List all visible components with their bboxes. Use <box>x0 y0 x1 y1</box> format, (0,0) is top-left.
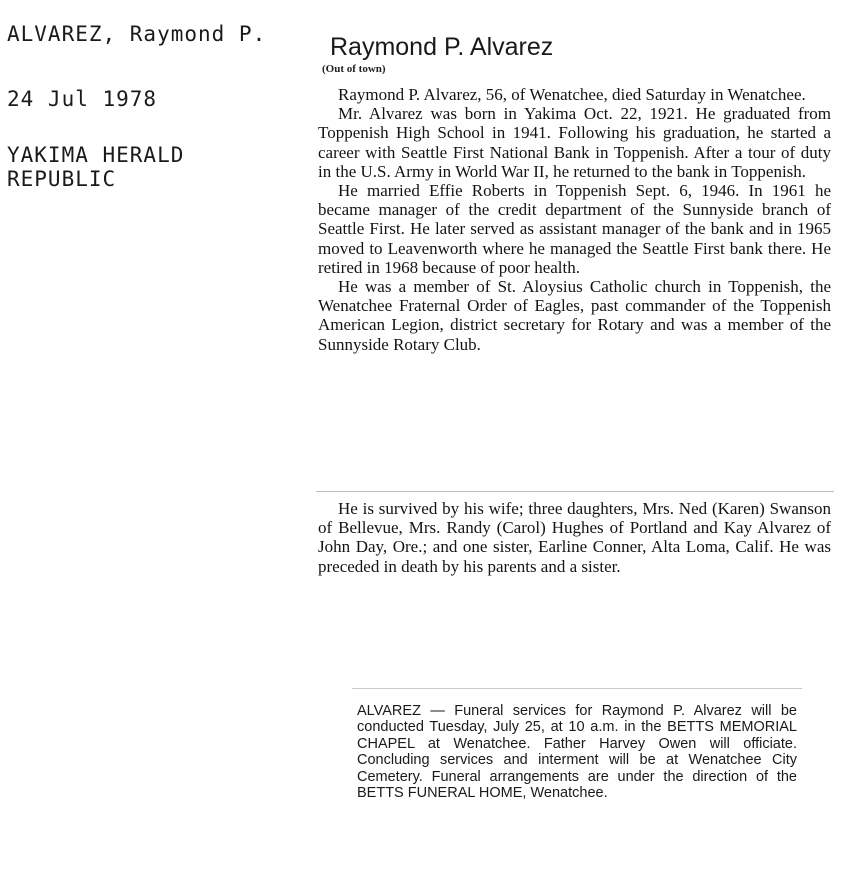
obituary-headline: Raymond P. Alvarez <box>330 33 554 61</box>
obituary-paragraph: Mr. Alvarez was born in Yakima Oct. 22, 1921. He graduated from Toppenish High School in 1941. Following his graduation, he started a career with Seattle First National Bank in Toppenish. After a tour of duty in the U.S. Army in World War II, he returned to the bank in Toppenish. <box>318 104 831 181</box>
typed-date-label: 24 Jul 1978 <box>7 87 158 111</box>
obituary-subhead: (Out of town) <box>322 63 386 75</box>
obituary-paragraph: Raymond P. Alvarez, 56, of Wenatchee, died Saturday in Wenatchee. <box>338 85 806 104</box>
obituary-paragraph: He married Effie Roberts in Toppenish Sept. 6, 1946. In 1961 he became manager of the credit department of the Sunnyside branch of Seattle First. He later served as assistant manager of the bank and in 1965 moved to Leavenworth where he managed the Seattle First bank there. He retired in 1968 because of poor health. <box>318 181 831 277</box>
obituary-body <box>318 85 831 354</box>
typed-name-label: ALVAREZ, Raymond P. <box>7 22 267 46</box>
newspaper-line-2: REPUBLIC <box>7 167 117 191</box>
clipping-divider <box>316 491 834 492</box>
survivors-paragraph: He is survived by his wife; three daughters, Mrs. Ned (Karen) Swanson of Bellevue, Mrs. Randy (Carol) Hughes of Portland and Kay Alvarez of John Day, Ore.; and one sister, Earline Conner, Alta Loma, Calif. He was preceded in death by his parents and a sister. <box>318 499 831 576</box>
obituary-survivors <box>318 499 831 576</box>
obituary-paragraph: He was a member of St. Aloysius Catholic church in Toppenish, the Wenatchee Fraternal Order of Eagles, past commander of the Toppenish American Legion, district secretary for Rotary and was a member of the Sunnyside Rotary Club. <box>318 277 831 354</box>
funeral-notice <box>357 703 797 801</box>
funeral-notice-text: ALVAREZ — Funeral services for Raymond P. Alvarez will be conducted Tuesday, July 25, at 10 a.m. in the BETTS MEMORIAL CHAPEL at Wenatchee. Father Harvey Owen will officiate. Concluding services and interment will be at Wenatchee City Cemetery. Funeral arrangements are under the direction of the BETTS FUNERAL HOME, Wenatchee. <box>357 703 797 802</box>
funeral-notice-divider <box>352 688 802 689</box>
typed-newspaper-label <box>7 143 184 191</box>
newspaper-line-1: YAKIMA HERALD <box>7 143 185 167</box>
